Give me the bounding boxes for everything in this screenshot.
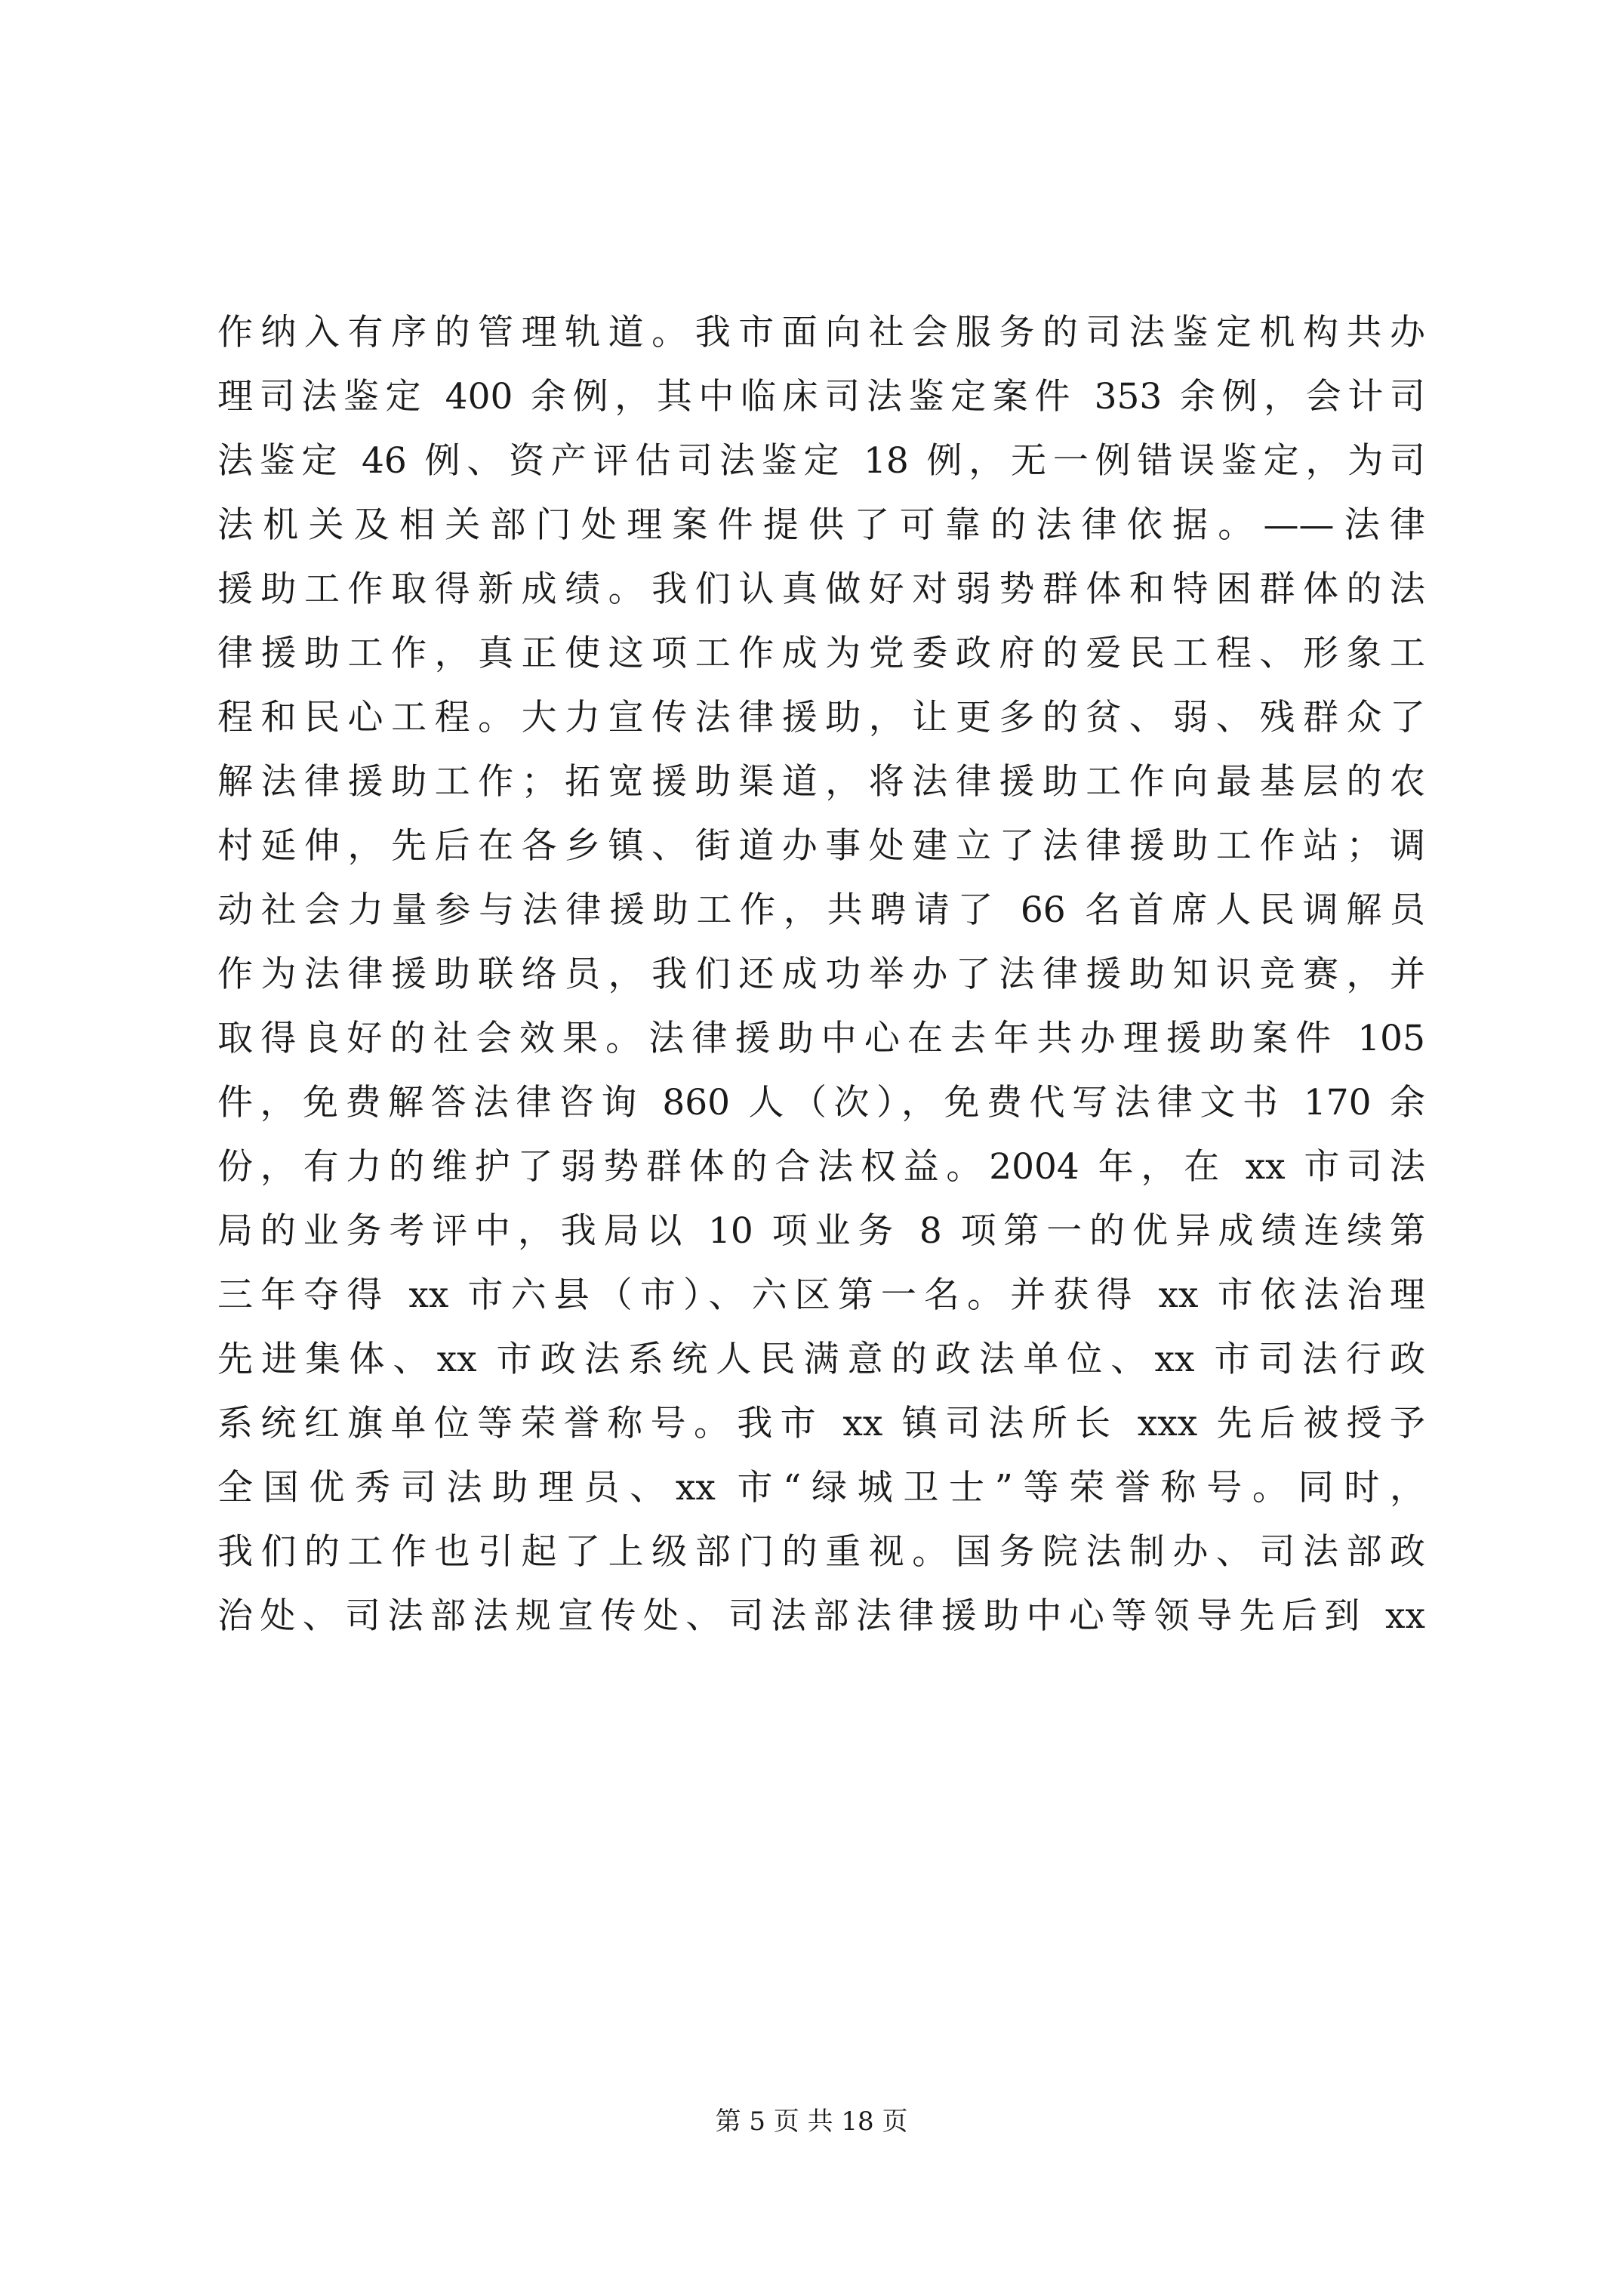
text-line: 先进集体、xx 市政法系统人民满意的政法单位、xx 市司法行政 xyxy=(217,1339,1425,1380)
page-number-footer: 第 5 页 共 18 页 xyxy=(715,2106,908,2137)
text-line: 三年夺得 xx 市六县（市）、六区第一名。并获得 xx 市依法治理 xyxy=(217,1274,1425,1316)
text-line: 全国优秀司法助理员、xx 市“绿城卫士”等荣誉称号。同时， xyxy=(217,1467,1425,1509)
text-line: 作纳入有序的管理轨道。我市面向社会服务的司法鉴定机构共办 xyxy=(217,312,1425,353)
text-line: 法鉴定 46 例、资产评估司法鉴定 18 例，无一例错误鉴定，为司 xyxy=(217,440,1425,482)
text-line: 理司法鉴定 400 余例，其中临床司法鉴定案件 353 余例，会计司 xyxy=(217,376,1425,418)
body-text xyxy=(217,300,1425,1648)
text-line: 局的业务考评中，我局以 10 项业务 8 项第一的优异成绩连续第 xyxy=(217,1210,1425,1252)
text-line: 作为法律援助联络员，我们还成功举办了法律援助知识竞赛，并 xyxy=(217,954,1425,995)
text-line: 份，有力的维护了弱势群体的合法权益。2004 年，在 xx 市司法 xyxy=(217,1146,1425,1188)
text-line: 系统红旗单位等荣誉称号。我市 xx 镇司法所长 xxx 先后被授予 xyxy=(217,1403,1425,1444)
text-line: 动社会力量参与法律援助工作，共聘请了 66 名首席人民调解员 xyxy=(217,889,1425,931)
text-line: 援助工作取得新成绩。我们认真做好对弱势群体和特困群体的法 xyxy=(217,569,1425,610)
text-line: 治处、司法部法规宣传处、司法部法律援助中心等领导先后到 xx xyxy=(217,1595,1425,1637)
text-line: 我们的工作也引起了上级部门的重视。国务院法制办、司法部政 xyxy=(217,1531,1425,1573)
text-line: 取得良好的社会效果。法律援助中心在去年共办理援助案件 105 xyxy=(217,1018,1425,1059)
text-line: 法机关及相关部门处理案件提供了可靠的法律依据。——法律 xyxy=(217,504,1425,546)
text-line: 村延伸，先后在各乡镇、街道办事处建立了法律援助工作站；调 xyxy=(217,825,1425,867)
text-line: 程和民心工程。大力宣传法律援助，让更多的贫、弱、残群众了 xyxy=(217,697,1425,738)
text-line: 解法律援助工作；拓宽援助渠道，将法律援助工作向最基层的农 xyxy=(217,761,1425,803)
text-line: 件，免费解答法律咨询 860 人（次），免费代写法律文书 170 余 xyxy=(217,1082,1425,1123)
text-line: 律援助工作，真正使这项工作成为党委政府的爱民工程、形象工 xyxy=(217,633,1425,674)
